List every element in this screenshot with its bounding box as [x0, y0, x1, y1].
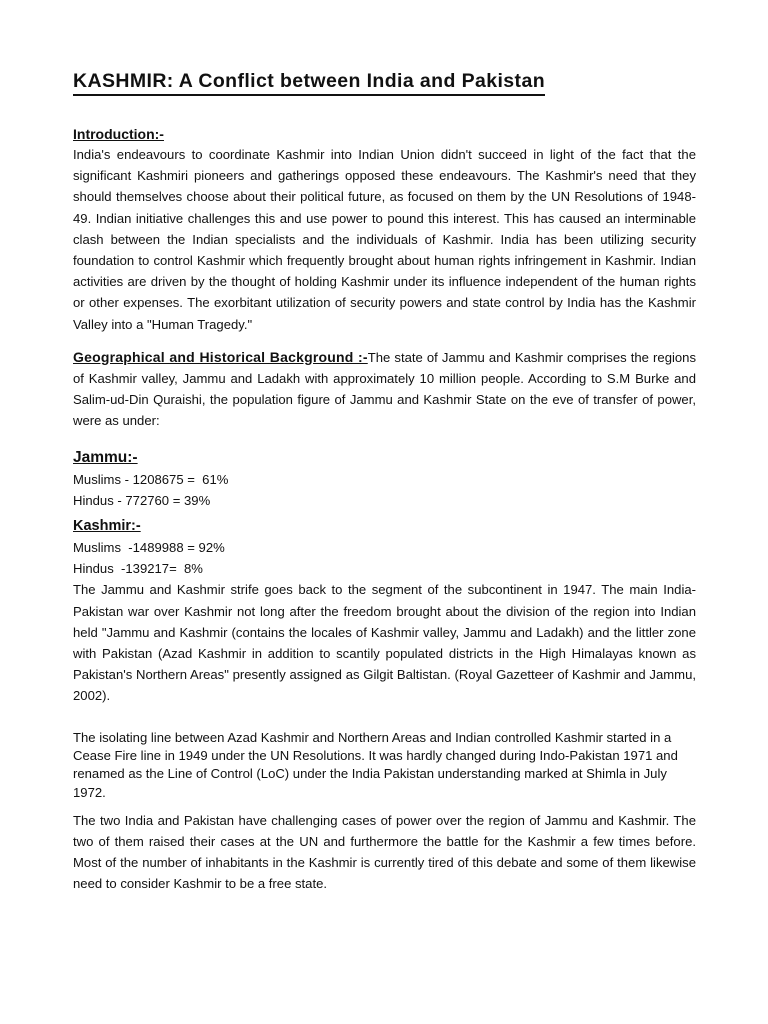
geo-history-text: The state of Jammu and Kashmir comprises the regions of Kashmir valley, Jammu and Ladakh with approximately 10 million people. According to S.M Burke and Salim-ud-Din Quraishi, the population figure of Jammu and Kashmir State on the eve of transfer of power, were as under: — [73, 349, 696, 429]
introduction-heading: Introduction:- — [73, 126, 164, 142]
kashmir-muslims-stat: Muslims -1489988 = 92% — [73, 540, 225, 556]
document-title: KASHMIR: A Conflict between India and Pakistan — [73, 68, 545, 96]
introduction-paragraph: India's endeavours to coordinate Kashmir into Indian Union didn't succeed in light of the fact that the significant Kashmiri pioneers and gatherings opposed these endeavours. The Kashmir's need that they should themselves choose about their political future, as focused on them by the UN Resolutions of 1948-49. Indian initiative challenges this and use power to pound this interest. This has caused an interminable clash between the Indian specialists and the individuals of Kashmir. India has been utilizing security foundation to control Kashmir which frequently brought about human rights infringement in Kashmir. Indian activities are driven by the thought of holding Kashmir under its influence independent of the human rights or other expenses. The exorbitant utilization of security powers and state control by India has the Kashmir Valley into a "Human Tragedy." — [73, 147, 696, 332]
kashmir-heading: Kashmir:- — [73, 518, 141, 535]
kashmir-hindus-stat: Hindus -139217= 8% — [73, 561, 203, 577]
strife-paragraph: The Jammu and Kashmir strife goes back to the segment of the subcontinent in 1947. The main India-Pakistan war over Kashmir not long after the freedom brought about the division of the region into Indian held "Jammu and Kashmir (contains the locales of Kashmir valley, Jammu and Ladakh) and the littler zone with Pakistan (Azad Kashmir in addition to scantily populated districts in the High Himalayas known as Pakistan's Northern Areas" presently assigned as Gilgit Baltistan. (Royal Gazetteer of Kashmir and Jammu, 2002). — [73, 582, 696, 704]
geo-history-heading: Geographical and Historical Background :- — [73, 348, 368, 365]
isolating-line-paragraph: The isolating line between Azad Kashmir and Northern Areas and Indian controlled Kashmir started in a Cease Fire line in 1949 under the UN Resolutions. It was hardly changed during Indo-Pakistan 1971 and renamed as the Line of Control (LoC) under the India Pakistan understanding marked at Shimla in July 1972. — [73, 729, 678, 800]
jammu-heading: Jammu:- — [73, 448, 138, 466]
geo-history-paragraph — [73, 347, 696, 432]
jammu-hindus-stat: Hindus - 772760 = 39% — [73, 492, 211, 508]
claims-paragraph: The two India and Pakistan have challenging cases of power over the region of Jammu and Kashmir. The two of them raised their cases at the UN and furthermore the battle for the Kashmir a few times before. Most of the number of inhabitants in the Kashmir is currently tired of this debate and some of them likewise need to consider Kashmir to be a free state. — [73, 812, 696, 892]
jammu-muslims-stat: Muslims - 1208675 = 61% — [73, 471, 229, 487]
